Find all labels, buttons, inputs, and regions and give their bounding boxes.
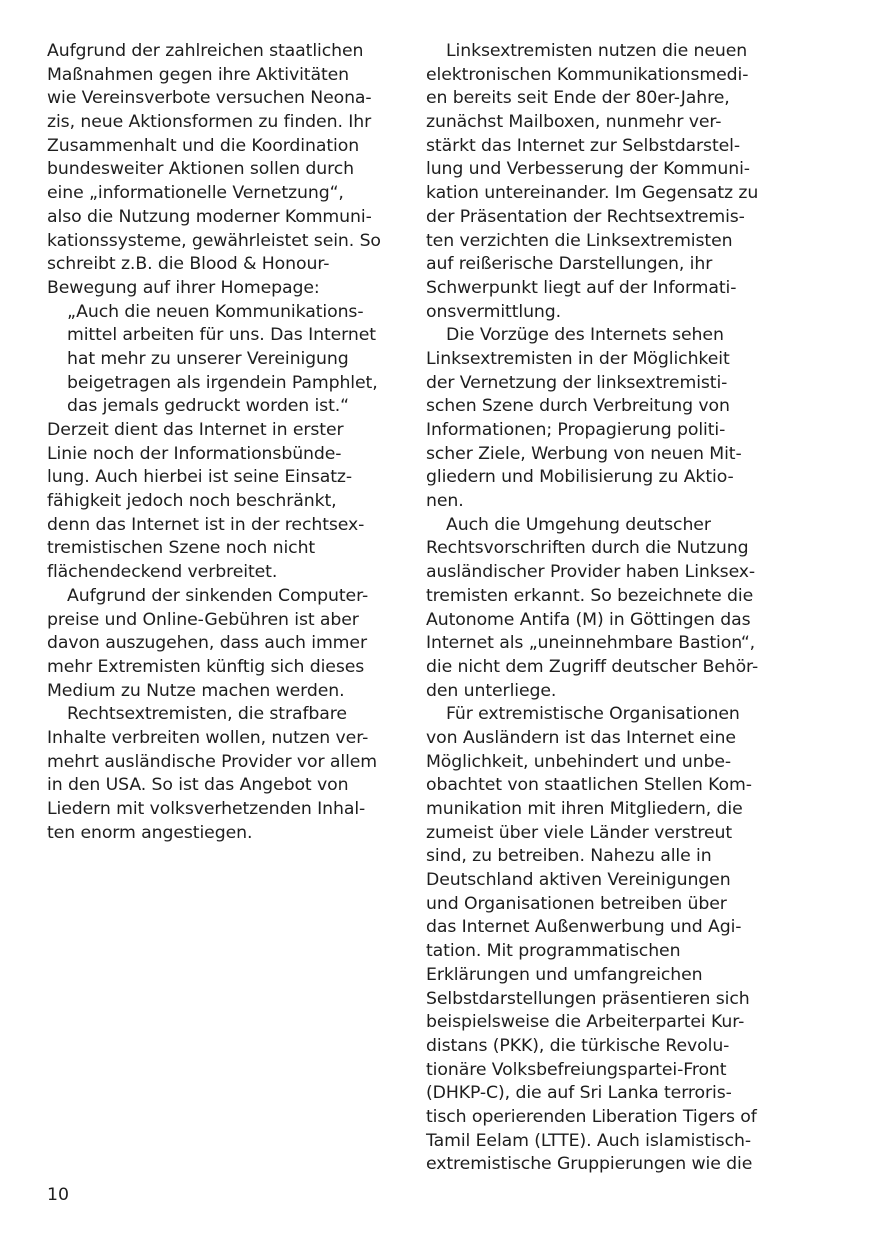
- text-line: (DHKP-C), die auf Sri Lanka terroris-: [426, 1083, 732, 1104]
- text-line: wie Vereinsverbote versuchen Neona-: [47, 88, 372, 109]
- text-line: Aufgrund der zahlreichen staatlichen: [47, 41, 364, 61]
- right-column: [426, 40, 771, 1177]
- text-line: Linksextremisten nutzen die neuen: [446, 41, 748, 61]
- text-line: der Präsentation der Rechtsextremis-: [426, 206, 745, 227]
- text-line: lung. Auch hierbei ist seine Einsatz-: [47, 467, 353, 488]
- text-line: „Auch die neuen Kommunikations-: [67, 301, 364, 322]
- text-line: tation. Mit programmatischen: [426, 941, 681, 962]
- page-number: 10: [47, 1185, 69, 1205]
- text-line: das Internet Außenwerbung und Agi-: [426, 917, 742, 938]
- text-line: beigetragen als irgendein Pamphlet,: [67, 372, 378, 393]
- text-line: von Ausländern ist das Internet eine: [426, 727, 736, 748]
- text-line: nen.: [426, 491, 464, 512]
- text-line: bundesweiter Aktionen sollen durch: [47, 159, 355, 180]
- text-line: schen Szene durch Verbreitung von: [426, 396, 730, 417]
- text-line: Selbstdarstellungen präsentieren sich: [426, 988, 750, 1009]
- text-line: davon auszugehen, dass auch immer: [47, 633, 367, 654]
- text-line: der Vernetzung der linksextremisti-: [426, 372, 728, 393]
- text-line: eine „informationelle Vernetzung“,: [47, 183, 344, 204]
- text-line: munikation mit ihren Mitgliedern, die: [426, 799, 743, 819]
- text-line: stärkt das Internet zur Selbstdarstel-: [426, 135, 741, 156]
- text-line: gliedern und Mobilisierung zu Aktio-: [426, 467, 734, 488]
- text-line: onsvermittlung.: [426, 301, 562, 322]
- text-line: Bewegung auf ihrer Homepage:: [47, 277, 320, 298]
- text-line: denn das Internet ist in der rechtsex-: [47, 514, 365, 535]
- text-line: Deutschland aktiven Vereinigungen: [426, 870, 731, 891]
- text-line: tremistischen Szene noch nicht: [47, 538, 316, 559]
- text-line: Linksextremisten in der Möglichkeit: [426, 348, 730, 369]
- text-line: elektronischen Kommunikationsmedi-: [426, 64, 749, 85]
- text-line: ten enorm angestiegen.: [47, 822, 253, 843]
- text-line: zumeist über viele Länder verstreut: [426, 822, 733, 843]
- text-line: Möglichkeit, unbehindert und unbe-: [426, 751, 731, 772]
- text-line: zis, neue Aktionsformen zu finden. Ihr: [47, 112, 372, 133]
- text-line: Zusammenhalt und die Koordination: [47, 135, 360, 156]
- text-line: tisch operierenden Liberation Tigers of: [426, 1106, 757, 1127]
- text-line: tremisten erkannt. So bezeichnete die: [426, 585, 754, 606]
- text-line: auf reißerische Darstellungen, ihr: [426, 254, 713, 275]
- text-line: fähigkeit jedoch noch beschränkt,: [47, 491, 337, 512]
- text-line: den unterliege.: [426, 680, 557, 701]
- text-line: Medium zu Nutze machen werden.: [47, 680, 345, 701]
- text-line: Liedern mit volksverhetzenden Inhal-: [47, 799, 366, 819]
- text-line: Autonome Antifa (M) in Göttingen das: [426, 609, 751, 630]
- text-line: in den USA. So ist das Angebot von: [47, 775, 349, 796]
- text-line: obachtet von staatlichen Stellen Kom-: [426, 775, 752, 796]
- text-line: Informationen; Propagierung politi-: [426, 420, 726, 440]
- text-line: preise und Online-Gebühren ist aber: [47, 609, 359, 630]
- text-line: Erklärungen und umfangreichen: [426, 964, 703, 985]
- text-line: mittel arbeiten für uns. Das Internet: [67, 325, 376, 346]
- text-line: Auch die Umgehung deutscher: [446, 514, 711, 535]
- text-line: Inhalte verbreiten wollen, nutzen ver-: [47, 727, 369, 748]
- text-line: das jemals gedruckt worden ist.“: [67, 396, 349, 417]
- text-line: Aufgrund der sinkenden Computer-: [67, 585, 369, 606]
- text-line: Schwerpunkt liegt auf der Informati-: [426, 277, 737, 298]
- text-line: Maßnahmen gegen ihre Aktivitäten: [47, 64, 350, 85]
- text-line: distans (PKK), die türkische Revolu-: [426, 1035, 730, 1056]
- text-line: mehrt ausländische Provider vor allem: [47, 751, 378, 772]
- text-line: Rechtsextremisten, die strafbare: [67, 704, 347, 725]
- left-column: [47, 40, 392, 845]
- text-line: hat mehr zu unserer Vereinigung: [67, 348, 349, 369]
- text-line: ausländischer Provider haben Linksex-: [426, 562, 756, 583]
- text-line: flächendeckend verbreitet.: [47, 562, 278, 583]
- text-line: en bereits seit Ende der 80er-Jahre,: [426, 88, 730, 109]
- text-line: also die Nutzung moderner Kommuni-: [47, 206, 372, 227]
- text-line: zunächst Mailboxen, nunmehr ver-: [426, 112, 722, 133]
- text-line: lung und Verbesserung der Kommuni-: [426, 159, 750, 180]
- text-line: mehr Extremisten künftig sich dieses: [47, 656, 365, 677]
- text-line: Die Vorzüge des Internets sehen: [446, 325, 724, 346]
- text-line: sind, zu betreiben. Nahezu alle in: [426, 846, 712, 867]
- text-line: kation untereinander. Im Gegensatz zu: [426, 183, 759, 204]
- text-line: die nicht dem Zugriff deutscher Behör-: [426, 656, 759, 677]
- text-line: ten verzichten die Linksextremisten: [426, 230, 733, 251]
- text-line: Internet als „uneinnehmbare Bastion“,: [426, 633, 756, 654]
- text-line: tionäre Volksbefreiungspartei-Front: [426, 1059, 727, 1080]
- text-line: extremistische Gruppierungen wie die: [426, 1154, 753, 1175]
- text-line: Derzeit dient das Internet in erster: [47, 420, 344, 440]
- text-line: Tamil Eelam (LTTE). Auch islamistisch-: [426, 1130, 751, 1151]
- text-line: kationssysteme, gewährleistet sein. So: [47, 230, 381, 251]
- text-line: schreibt z.B. die Blood & Honour-: [47, 254, 330, 275]
- text-line: Rechtsvorschriften durch die Nutzung: [426, 538, 749, 559]
- text-line: Linie noch der Informationsbünde-: [47, 443, 342, 464]
- text-line: scher Ziele, Werbung von neuen Mit-: [426, 443, 742, 464]
- text-line: Für extremistische Organisationen: [446, 704, 740, 725]
- text-line: und Organisationen betreiben über: [426, 893, 727, 914]
- text-line: beispielsweise die Arbeiterpartei Kur-: [426, 1012, 745, 1033]
